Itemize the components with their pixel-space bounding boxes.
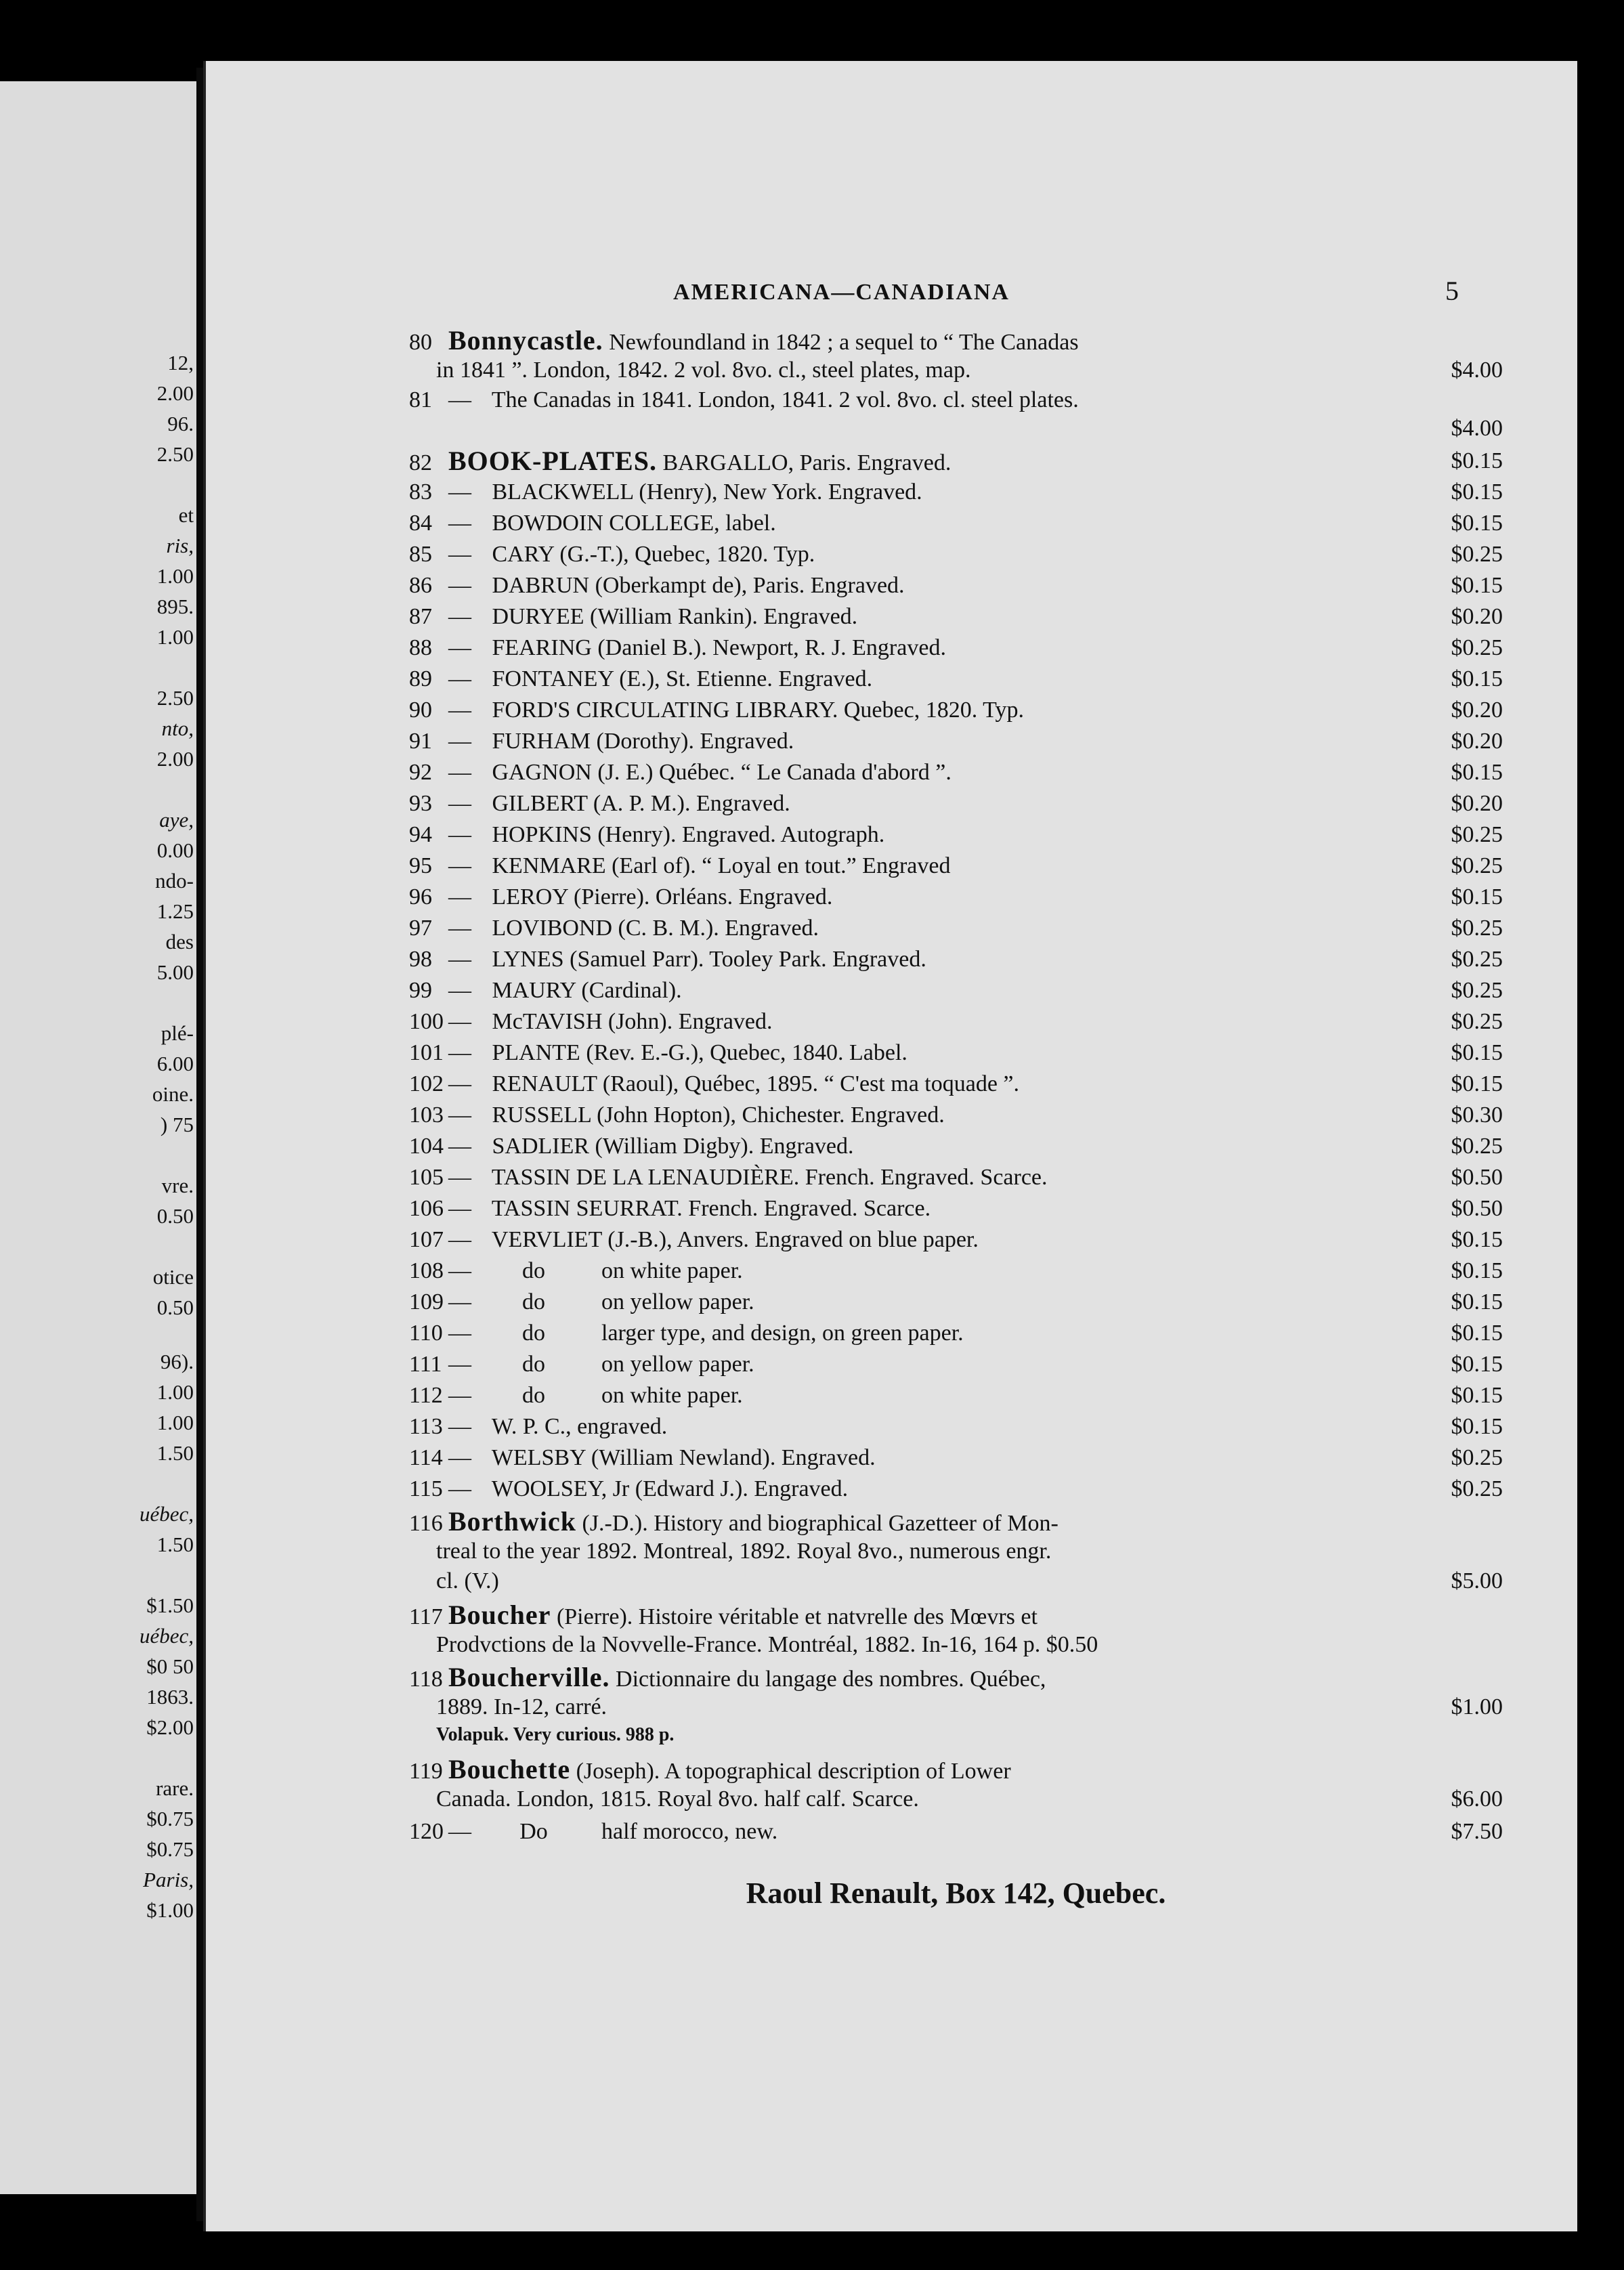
entry-price: $4.00 xyxy=(1451,416,1503,441)
ditto-dash: — xyxy=(448,542,471,567)
catalogue-entry xyxy=(409,385,1503,416)
left-fragment: 1.00 xyxy=(156,1380,194,1404)
left-fragment: plé- xyxy=(161,1021,194,1045)
entry-price: $0.15 xyxy=(1451,1040,1503,1065)
ditto-dash: — xyxy=(448,1009,471,1034)
catalogue-entry xyxy=(409,1411,1503,1442)
ditto-dash: — xyxy=(448,978,471,1003)
catalogue-entry xyxy=(409,1816,1503,1847)
ditto-dash: — xyxy=(448,1414,471,1439)
left-fragment: $0.75 xyxy=(146,1837,194,1861)
ditto-dash: — xyxy=(448,822,471,847)
left-fragment: nto, xyxy=(161,716,194,740)
entry-description: half morocco, new. xyxy=(601,1819,778,1844)
ditto-dash: — xyxy=(448,1352,471,1377)
left-fragment: 1863. xyxy=(146,1685,194,1709)
entry-number: 107 xyxy=(409,1227,444,1252)
footer-address: Raoul Renault, Box 142, Quebec. xyxy=(746,1877,1166,1910)
entry-number: 86 xyxy=(409,573,432,598)
entry-price: $0.25 xyxy=(1451,916,1503,941)
ditto-dash: — xyxy=(448,729,471,754)
entry-number: 108 xyxy=(409,1258,444,1283)
catalogue-entry xyxy=(409,1442,1503,1474)
entry-description: DURYEE (William Rankin). Engraved. xyxy=(486,604,858,629)
catalogue-entry xyxy=(409,1474,1503,1505)
ditto-dash: — xyxy=(448,1445,471,1470)
catalogue-entry xyxy=(409,1506,1503,1539)
left-fragment: $1.00 xyxy=(146,1898,194,1922)
entry-description: LEROY (Pierre). Orléans. Engraved. xyxy=(486,884,833,909)
entry-number: 114 xyxy=(409,1445,443,1470)
ditto-dash: — xyxy=(448,387,471,412)
entry-description: RUSSELL (John Hopton), Chichester. Engraved. xyxy=(486,1102,945,1128)
catalogue-entry xyxy=(409,1784,1503,1815)
entry-number: 115 xyxy=(409,1476,443,1501)
catalogue-entry xyxy=(409,882,1503,913)
catalogue-entry xyxy=(409,570,1503,601)
entry-number: 119 xyxy=(409,1759,443,1784)
catalogue-entry xyxy=(409,1566,1503,1597)
entry-description: in 1841 ”. London, 1842. 2 vol. 8vo. cl., steel plates, map. xyxy=(436,358,971,383)
left-fragment: vre. xyxy=(161,1174,194,1197)
entry-description: 1889. In-12, carré. xyxy=(436,1694,607,1719)
entry-title: Borthwick xyxy=(448,1506,576,1537)
catalogue-entry xyxy=(409,1662,1503,1695)
entry-description: (Joseph). A topographical description of Lower xyxy=(570,1759,1011,1784)
ditto-dash: — xyxy=(448,853,471,878)
entry-price: $0.15 xyxy=(1451,884,1503,909)
ditto-dash: — xyxy=(448,1383,471,1408)
entry-description: Newfoundland in 1842 ; a sequel to “ The Canadas xyxy=(603,330,1079,355)
entry-price: $0.20 xyxy=(1451,698,1503,723)
entry-price: $0.15 xyxy=(1451,511,1503,536)
entry-price: $0.25 xyxy=(1451,542,1503,567)
entry-number: 88 xyxy=(409,635,432,660)
catalogue-entry xyxy=(409,1162,1503,1193)
left-fragment: 0.50 xyxy=(156,1204,194,1228)
left-fragment: uébec, xyxy=(139,1624,194,1648)
left-fragment: 2.50 xyxy=(156,686,194,710)
catalogue-entry xyxy=(409,413,1503,444)
left-fragment: 0.50 xyxy=(156,1295,194,1319)
entry-price: $0.15 xyxy=(1451,448,1503,473)
catalogue-entry xyxy=(409,913,1503,944)
left-fragment: 2.00 xyxy=(156,747,194,771)
entry-number: 100 xyxy=(409,1009,444,1034)
ditto-dash: — xyxy=(448,1071,471,1096)
entry-price: $0.20 xyxy=(1451,729,1503,754)
entry-description: The Canadas in 1841. London, 1841. 2 vol. 8vo. cl. steel plates. xyxy=(486,387,1079,412)
entry-description: W. P. C., engraved. xyxy=(486,1414,668,1439)
left-fragment: 1.00 xyxy=(156,564,194,588)
entry-price: $0.25 xyxy=(1451,1134,1503,1159)
catalogue-entry xyxy=(409,1349,1503,1380)
catalogue-entry xyxy=(409,446,1503,479)
ditto-mark: do xyxy=(522,1352,545,1377)
entry-description: WELSBY (William Newland). Engraved. xyxy=(486,1445,876,1470)
entry-description: WOOLSEY, Jr (Edward J.). Engraved. xyxy=(486,1476,849,1501)
entry-price: $0.25 xyxy=(1451,978,1503,1003)
entry-price: $0.15 xyxy=(1451,1414,1503,1439)
catalogue-entry xyxy=(409,1754,1503,1787)
catalogue-entry xyxy=(409,819,1503,851)
left-fragment: 96). xyxy=(160,1350,194,1373)
entry-price: $0.15 xyxy=(1451,1383,1503,1408)
entry-number: 110 xyxy=(409,1321,443,1346)
entry-price: $0.15 xyxy=(1451,1352,1503,1377)
entry-number: 81 xyxy=(409,387,432,412)
volapuk-note: Volapuk. Very curious. 988 p. xyxy=(436,1724,675,1745)
catalogue-page xyxy=(203,61,1577,2231)
ditto-mark: do xyxy=(522,1383,545,1408)
ditto-dash: — xyxy=(448,791,471,816)
left-fragment: ris, xyxy=(166,534,194,557)
catalogue-entry xyxy=(409,477,1503,508)
entry-price: $1.00 xyxy=(1451,1694,1503,1719)
entry-price: $0.50 xyxy=(1451,1196,1503,1221)
catalogue-entry xyxy=(409,1600,1503,1633)
left-fragment: 6.00 xyxy=(156,1052,194,1075)
entry-description: FURHAM (Dorothy). Engraved. xyxy=(486,729,794,754)
left-fragment: 1.50 xyxy=(156,1533,194,1556)
entry-price: $0.15 xyxy=(1451,1227,1503,1252)
entry-price: $0.15 xyxy=(1451,1258,1503,1283)
entry-title: BOOK-PLATES. xyxy=(448,446,657,476)
entry-description: on white paper. xyxy=(601,1383,743,1408)
left-page-fragment xyxy=(0,81,196,2194)
entry-description: TASSIN DE LA LENAUDIÈRE. French. Engraved. Scarce. xyxy=(486,1165,1048,1190)
catalogue-entry xyxy=(409,1536,1503,1567)
entry-number: 82 xyxy=(409,450,432,475)
catalogue-entry xyxy=(409,1069,1503,1100)
catalogue-entry xyxy=(409,1006,1503,1037)
left-fragment: $2.00 xyxy=(146,1715,194,1739)
running-head: AMERICANA—CANADIANA xyxy=(673,280,1010,305)
entry-number: 89 xyxy=(409,666,432,691)
catalogue-entry xyxy=(409,1287,1503,1318)
ditto-dash: — xyxy=(448,1165,471,1190)
entry-price: $0.15 xyxy=(1451,1289,1503,1314)
entry-price: $0.15 xyxy=(1451,479,1503,505)
left-fragment: $0.75 xyxy=(146,1807,194,1830)
entry-description: VERVLIET (J.-B.), Anvers. Engraved on blue paper. xyxy=(486,1227,979,1252)
left-fragment: uébec, xyxy=(139,1502,194,1526)
ditto-dash: — xyxy=(448,916,471,941)
entry-description: CARY (G.-T.), Quebec, 1820. Typ. xyxy=(486,542,815,567)
entry-number: 93 xyxy=(409,791,432,816)
ditto-dash: — xyxy=(448,1819,471,1844)
entry-number: 105 xyxy=(409,1165,444,1190)
entry-description: LYNES (Samuel Parr). Tooley Park. Engraved. xyxy=(486,947,926,972)
left-fragment: otice xyxy=(152,1265,194,1289)
ditto-mark: Do xyxy=(519,1819,548,1844)
left-fragment: 1.00 xyxy=(156,625,194,649)
ditto-dash: — xyxy=(448,1289,471,1314)
ditto-dash: — xyxy=(448,884,471,909)
entry-price: $0.25 xyxy=(1451,1476,1503,1501)
left-fragment: ndo- xyxy=(155,869,194,893)
left-fragment: des xyxy=(165,930,194,954)
ditto-dash: — xyxy=(448,1321,471,1346)
left-fragment: aye, xyxy=(159,808,194,832)
entry-price: $0.25 xyxy=(1451,1445,1503,1470)
entry-description: HOPKINS (Henry). Engraved. Autograph. xyxy=(486,822,885,847)
entry-title: Bouchette xyxy=(448,1754,571,1784)
left-fragment: $1.50 xyxy=(146,1593,194,1617)
ditto-dash: — xyxy=(448,573,471,598)
entry-number: 92 xyxy=(409,760,432,785)
catalogue-entry xyxy=(409,695,1503,726)
left-fragment: $0 50 xyxy=(146,1654,194,1678)
entry-description: KENMARE (Earl of). “ Loyal en tout.” Engraved xyxy=(486,853,951,878)
entry-description: cl. (V.) xyxy=(436,1568,499,1593)
entry-price: $4.00 xyxy=(1451,358,1503,383)
entry-number: 95 xyxy=(409,853,432,878)
catalogue-entry xyxy=(409,1380,1503,1411)
left-fragment: 96. xyxy=(167,412,194,435)
entry-description: FORD'S CIRCULATING LIBRARY. Quebec, 1820. Typ. xyxy=(486,698,1024,723)
entry-number: 120 xyxy=(409,1819,444,1844)
entry-number: 113 xyxy=(409,1414,443,1439)
entry-number: 109 xyxy=(409,1289,444,1314)
catalogue-entry xyxy=(409,757,1503,788)
entry-number: 83 xyxy=(409,479,432,505)
ditto-dash: — xyxy=(448,1227,471,1252)
ditto-dash: — xyxy=(448,947,471,972)
catalogue-entry xyxy=(409,851,1503,882)
entry-price: $0.20 xyxy=(1451,604,1503,629)
entry-description: PLANTE (Rev. E.-G.), Quebec, 1840. Label. xyxy=(486,1040,907,1065)
catalogue-entry xyxy=(409,944,1503,975)
entry-price: $0.25 xyxy=(1451,947,1503,972)
entry-number: 98 xyxy=(409,947,432,972)
left-fragment: 5.00 xyxy=(156,960,194,984)
ditto-dash: — xyxy=(448,760,471,785)
entry-description: SADLIER (William Digby). Engraved. xyxy=(486,1134,854,1159)
entry-number: 80 xyxy=(409,330,432,355)
left-fragment: oine. xyxy=(152,1082,194,1106)
ditto-dash: — xyxy=(448,1258,471,1283)
entry-description: treal to the year 1892. Montreal, 1892. Royal 8vo., numerous engr. xyxy=(436,1539,1052,1564)
left-fragment: Paris, xyxy=(143,1868,194,1891)
entry-number: 90 xyxy=(409,698,432,723)
entry-number: 106 xyxy=(409,1196,444,1221)
entry-description: GILBERT (A. P. M.). Engraved. xyxy=(486,791,790,816)
entry-price: $0.15 xyxy=(1451,666,1503,691)
entry-price: $0.25 xyxy=(1451,853,1503,878)
ditto-dash: — xyxy=(448,479,471,505)
left-fragment: ) 75 xyxy=(160,1113,194,1136)
catalogue-entry xyxy=(409,633,1503,664)
entry-description: DABRUN (Oberkampt de), Paris. Engraved. xyxy=(486,573,905,598)
entry-price: $0.15 xyxy=(1451,573,1503,598)
catalogue-entry xyxy=(409,1037,1503,1069)
ditto-dash: — xyxy=(448,1196,471,1221)
left-fragment: 0.00 xyxy=(156,838,194,862)
entry-description: Dictionnaire du langage des nombres. Québec, xyxy=(610,1667,1046,1692)
entry-description: on yellow paper. xyxy=(601,1289,754,1314)
catalogue-entry xyxy=(409,1224,1503,1256)
ditto-dash: — xyxy=(448,1134,471,1159)
ditto-dash: — xyxy=(448,635,471,660)
catalogue-entry xyxy=(409,325,1503,358)
left-fragment: 2.50 xyxy=(156,442,194,466)
entry-number: 94 xyxy=(409,822,432,847)
entry-number: 87 xyxy=(409,604,432,629)
entry-number: 101 xyxy=(409,1040,444,1065)
entry-price: $0.15 xyxy=(1451,1321,1503,1346)
entry-price: $0.25 xyxy=(1451,635,1503,660)
entry-price: $7.50 xyxy=(1451,1819,1503,1844)
entry-price: $5.00 xyxy=(1451,1568,1503,1593)
entry-title: Bonnycastle. xyxy=(448,325,603,356)
ditto-dash: — xyxy=(448,1040,471,1065)
left-fragment: 1.50 xyxy=(156,1441,194,1465)
entry-price: $0.30 xyxy=(1451,1102,1503,1128)
entry-description: BLACKWELL (Henry), New York. Engraved. xyxy=(486,479,922,505)
entry-number: 111 xyxy=(409,1352,442,1377)
entry-description: FONTANEY (E.), St. Etienne. Engraved. xyxy=(486,666,873,691)
entry-price: $0.15 xyxy=(1451,760,1503,785)
catalogue-entry xyxy=(409,975,1503,1006)
ditto-dash: — xyxy=(448,1476,471,1501)
left-fragment: 895. xyxy=(156,595,194,618)
entry-title: Boucher xyxy=(448,1600,551,1630)
entry-description: (Pierre). Histoire véritable et natvrelle des Mœvrs et xyxy=(551,1604,1038,1629)
catalogue-entry xyxy=(409,1100,1503,1131)
entry-description: (J.-D.). History and biographical Gazetteer of Mon- xyxy=(576,1511,1059,1536)
entry-number: 97 xyxy=(409,916,432,941)
entry-description: on white paper. xyxy=(601,1258,743,1283)
entry-title: Boucherville. xyxy=(448,1662,610,1692)
catalogue-entry xyxy=(409,539,1503,570)
ditto-dash: — xyxy=(448,698,471,723)
ditto-mark: do xyxy=(522,1321,545,1346)
entry-number: 84 xyxy=(409,511,432,536)
catalogue-entry xyxy=(409,1318,1503,1349)
entry-number: 102 xyxy=(409,1071,444,1096)
entry-price: $0.50 xyxy=(1451,1165,1503,1190)
entry-number: 104 xyxy=(409,1134,444,1159)
entry-number: 91 xyxy=(409,729,432,754)
entry-number: 99 xyxy=(409,978,432,1003)
entry-number: 112 xyxy=(409,1383,443,1408)
ditto-dash: — xyxy=(448,511,471,536)
catalogue-entry xyxy=(409,1629,1503,1661)
ditto-dash: — xyxy=(448,1102,471,1128)
entry-description: RENAULT (Raoul), Québec, 1895. “ C'est ma toquade ”. xyxy=(486,1071,1020,1096)
catalogue-entry xyxy=(409,601,1503,633)
ditto-dash: — xyxy=(448,666,471,691)
page-number: 5 xyxy=(1445,276,1459,306)
entry-number: 116 xyxy=(409,1511,443,1536)
catalogue-entry xyxy=(409,664,1503,695)
entry-number: 96 xyxy=(409,884,432,909)
left-fragment: 2.00 xyxy=(156,381,194,405)
entry-description: McTAVISH (John). Engraved. xyxy=(486,1009,773,1034)
entry-number: 117 xyxy=(409,1604,443,1629)
entry-price: $0.20 xyxy=(1451,791,1503,816)
left-fragment: 12, xyxy=(167,351,194,374)
entry-price: $6.00 xyxy=(1451,1786,1503,1812)
entry-number: 103 xyxy=(409,1102,444,1128)
catalogue-entry xyxy=(409,726,1503,757)
ditto-dash: — xyxy=(448,604,471,629)
left-fragment: et xyxy=(178,503,194,527)
entry-description: LOVIBOND (C. B. M.). Engraved. xyxy=(486,916,819,941)
entry-description: larger type, and design, on green paper. xyxy=(601,1321,964,1346)
entry-price: $0.15 xyxy=(1451,1071,1503,1096)
entry-number: 85 xyxy=(409,542,432,567)
catalogue-entry xyxy=(409,355,1503,386)
ditto-mark: do xyxy=(522,1258,545,1283)
catalogue-entry xyxy=(409,788,1503,819)
left-fragment: 1.00 xyxy=(156,1411,194,1434)
entry-description: GAGNON (J. E.) Québec. “ Le Canada d'abord ”. xyxy=(486,760,952,785)
catalogue-entry xyxy=(409,1131,1503,1162)
entry-number: 118 xyxy=(409,1667,443,1692)
entry-description: TASSIN SEURRAT. French. Engraved. Scarce. xyxy=(486,1196,931,1221)
catalogue-entry xyxy=(409,1256,1503,1287)
entry-description: MAURY (Cardinal). xyxy=(486,978,682,1003)
entry-description: Canada. London, 1815. Royal 8vo. half calf. Scarce. xyxy=(436,1786,919,1812)
catalogue-entry xyxy=(409,1193,1503,1224)
entry-description: BARGALLO, Paris. Engraved. xyxy=(656,450,952,475)
entry-description: BOWDOIN COLLEGE, label. xyxy=(486,511,776,536)
entry-description: Prodvctions de la Novvelle-France. Montréal, 1882. In-16, 164 p. $0.50 xyxy=(436,1632,1098,1657)
left-fragment: 1.25 xyxy=(156,899,194,923)
catalogue-entry xyxy=(409,508,1503,539)
catalogue-entry xyxy=(409,1692,1503,1723)
entry-price: $0.25 xyxy=(1451,1009,1503,1034)
entry-price: $0.25 xyxy=(1451,822,1503,847)
page-content xyxy=(409,61,1503,2231)
entry-description: on yellow paper. xyxy=(601,1352,754,1377)
ditto-mark: do xyxy=(522,1289,545,1314)
entry-description: FEARING (Daniel B.). Newport, R. J. Engraved. xyxy=(486,635,946,660)
left-fragment: rare. xyxy=(156,1776,194,1800)
